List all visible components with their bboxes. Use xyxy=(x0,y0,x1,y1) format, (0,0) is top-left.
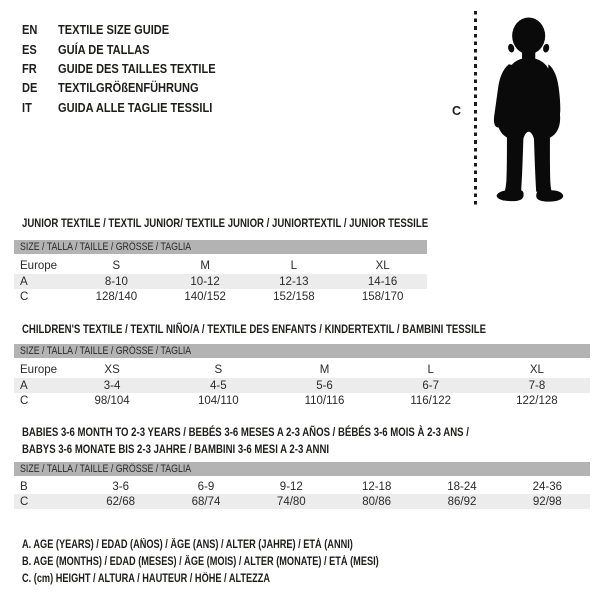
table-cell: 80/86 xyxy=(362,495,392,508)
table-row xyxy=(14,378,590,393)
table-cell: 10-12 xyxy=(190,275,220,288)
footnote-a: A. AGE (YEARS) / EDAD (AÑOS) / ÂGE (ANS) / ALTER (JAHRE) / ETÀ (ANNI) xyxy=(22,538,353,551)
language-row-en xyxy=(22,20,243,39)
table-cell: 152/158 xyxy=(273,290,315,303)
legend-footnotes xyxy=(22,536,468,587)
table-cell: 18-24 xyxy=(447,480,477,493)
table-cell: 74/80 xyxy=(276,495,306,508)
table-cell: 5-6 xyxy=(316,379,333,392)
table-cell: 116/122 xyxy=(410,394,452,407)
table-cell: 104/110 xyxy=(197,394,239,407)
children-size-table xyxy=(14,344,590,408)
toddler-silhouette-icon xyxy=(489,11,574,209)
babies-table-title: BABIES 3-6 MONTH TO 2-3 YEARS / BEBÉS 3-6 MESES A 2-3 AÑOS / BÉBÉS 3-6 MOIS À 2-3 ANS / BABYS 3-6 MONATE BIS 2-3 JAHRE / BAMBINI 3-6 MESI A 2-3 ANNI xyxy=(22,425,469,456)
table-cell: 12-13 xyxy=(279,275,309,288)
table-row xyxy=(14,479,590,494)
language-code: FR xyxy=(22,60,37,76)
language-title: TEXTILGRÖßENFÜHRUNG xyxy=(58,80,199,96)
row-label: Europe xyxy=(20,259,58,272)
size-header-band xyxy=(14,240,427,254)
table-row xyxy=(14,393,590,408)
language-code: IT xyxy=(22,99,32,115)
table-cell: 3-4 xyxy=(103,379,121,392)
language-row-es xyxy=(22,39,243,58)
table-row xyxy=(14,494,590,509)
table-cell: 3-6 xyxy=(112,480,129,493)
table-cell: 6-9 xyxy=(197,480,215,493)
row-label: Europe xyxy=(20,363,58,376)
column-header: M xyxy=(200,259,210,272)
babies-size-table xyxy=(14,462,590,509)
table-cell: 24-36 xyxy=(532,480,563,493)
row-label: A xyxy=(20,275,28,288)
table-cell: 14-16 xyxy=(367,275,398,288)
children-table-title: CHILDREN'S TEXTILE / TEXTIL NIÑO/A / TEXTILE DES ENFANTS / KINDERTEXTIL / BAMBINI TESSILE xyxy=(22,322,487,336)
table-cell: 128/140 xyxy=(95,290,138,303)
column-header: XL xyxy=(375,259,390,272)
language-title: GUIDE DES TAILLES TEXTILE xyxy=(58,60,216,76)
table-row xyxy=(14,257,427,274)
table-cell: 6-7 xyxy=(422,379,440,392)
row-label: B xyxy=(20,480,28,493)
junior-table-title: JUNIOR TEXTILE / TEXTIL JUNIOR/ TEXTILE JUNIOR / JUNIORTEXTIL / JUNIOR TESSILE xyxy=(22,216,429,230)
footnote-c: C. (cm) HEIGHT / ALTURA / HAUTEUR / HÖHE / ALTEZZA xyxy=(22,572,271,585)
language-title: GUIDA ALLE TAGLIE TESSILI xyxy=(58,99,213,115)
row-label: A xyxy=(20,379,28,392)
language-code: ES xyxy=(22,41,37,57)
row-label: C xyxy=(20,290,29,303)
column-header: S xyxy=(214,363,223,376)
row-label: C xyxy=(20,394,29,407)
table-cell: 62/68 xyxy=(106,495,136,508)
junior-size-table xyxy=(14,240,427,304)
column-header: XL xyxy=(529,363,544,376)
size-header-text: SIZE / TALLA / TAILLE / GRÖSSE / TAGLIA xyxy=(20,241,192,253)
language-row-it xyxy=(22,98,243,117)
table-cell: 12-18 xyxy=(361,480,392,493)
table-cell: 7-8 xyxy=(528,379,546,392)
size-header-text: SIZE / TALLA / TAILLE / GRÖSSE / TAGLIA xyxy=(20,345,192,357)
row-label: C xyxy=(20,495,29,508)
table-row xyxy=(14,361,590,378)
table-cell: 110/116 xyxy=(304,394,345,407)
height-marker-label: C xyxy=(452,104,462,118)
column-header: S xyxy=(112,259,121,272)
language-code: DE xyxy=(22,80,38,96)
size-header-band xyxy=(14,344,590,358)
table-cell: 98/104 xyxy=(94,394,130,407)
table-cell: 92/98 xyxy=(532,495,562,508)
height-dotted-line xyxy=(474,11,477,208)
table-cell: 4-5 xyxy=(209,379,227,392)
language-title: GUÍA DE TALLAS xyxy=(58,41,150,57)
column-header: L xyxy=(427,363,434,376)
language-title: TEXTILE SIZE GUIDE xyxy=(58,22,170,38)
column-header: M xyxy=(319,363,330,376)
language-row-de xyxy=(22,78,243,97)
footnote-b: B. AGE (MONTHS) / EDAD (MESES) / ÂGE (MOIS) / ALTER (MONATE) / ETÀ (MESI) xyxy=(22,555,379,568)
table-cell: 8-10 xyxy=(104,275,128,288)
column-header: L xyxy=(290,259,298,272)
language-title-list xyxy=(22,20,243,117)
table-row xyxy=(14,289,427,304)
table-cell: 140/152 xyxy=(184,290,226,303)
language-row-fr xyxy=(22,59,243,78)
table-cell: 122/128 xyxy=(516,394,558,407)
table-cell: 86/92 xyxy=(447,495,477,508)
table-cell: 68/74 xyxy=(191,495,221,508)
column-header: XS xyxy=(104,363,120,376)
size-header-band xyxy=(14,462,590,476)
table-row xyxy=(14,274,427,289)
table-cell: 158/170 xyxy=(361,290,404,303)
language-code: EN xyxy=(22,22,38,38)
table-cell: 9-12 xyxy=(279,480,303,493)
size-header-text: SIZE / TALLA / TAILLE / GRÖSSE / TAGLIA xyxy=(20,463,192,475)
